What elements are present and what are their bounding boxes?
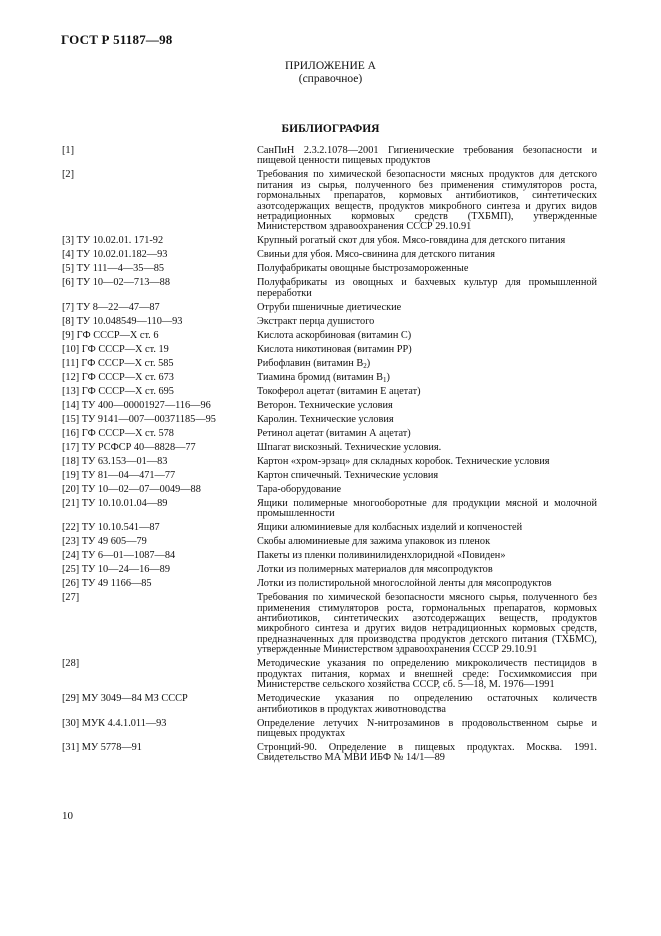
entry-title-text: Экстракт перца душистого — [257, 315, 375, 327]
appendix-title: ПРИЛОЖЕНИЕ А — [285, 60, 376, 72]
entry-title — [257, 264, 597, 274]
entry-title-text: Каролин. Технические условия — [257, 413, 394, 425]
entry-reference: [5] ТУ 111—4—35—85 — [62, 263, 165, 275]
entry-title — [257, 373, 597, 383]
bibliography-entry — [62, 537, 597, 547]
entry-reference: [13] ГФ СССР—X ст. 695 — [62, 385, 174, 397]
bibliography-entry — [62, 429, 597, 439]
bibliography-entry — [62, 415, 597, 425]
entry-title-text: Методические указания по определению микроколичеств пестицидов в продуктах питания, кормах и внешней среде: Госхимкомиссия при Министерстве сельского хозяйства СССР, сб. 5—18, М. 1976—1991 — [257, 658, 597, 691]
entry-title-text: Тиамина бромид (витамин В — [257, 371, 383, 383]
bibliography-entry — [62, 551, 597, 561]
entry-title-text: Крупный рогатый скот для убоя. Мясо-говядина для детского питания — [257, 235, 566, 247]
entry-title-text: Кислота аскорбиновая (витамин С) — [257, 329, 412, 341]
entry-title-text: Ящики полимерные многооборотные для продукции мясной и молочной промышленности — [257, 497, 597, 520]
entry-reference: [7] ТУ 8—22—47—87 — [62, 301, 160, 313]
entry-title — [257, 457, 597, 467]
entry-reference: [11] ГФ СССР—X ст. 585 — [62, 357, 174, 369]
entry-title-text: Методические указания по определению остаточных количеств антибиотиков в продуктах животноводства — [257, 693, 597, 715]
bibliography-entry — [62, 593, 597, 655]
entry-title — [257, 499, 597, 520]
section-title: БИБЛИОГРАФИЯ — [281, 123, 380, 135]
bibliography-entry — [62, 303, 597, 313]
entry-title — [257, 278, 597, 299]
entry-title-text: Определение летучих N-нитрозаминов в продовольственном сырье и пищевых продуктах — [257, 717, 597, 739]
bibliography-entry — [62, 170, 597, 232]
entry-reference: [19] ТУ 81—04—471—77 — [62, 469, 176, 481]
document-header: ГОСТ Р 51187—98 — [61, 32, 173, 47]
entry-reference: [20] ТУ 10—02—07—0049—88 — [62, 483, 201, 495]
bibliography-entry — [62, 659, 597, 690]
entry-reference: [25] ТУ 10—24—16—89 — [62, 564, 170, 576]
entry-title — [257, 170, 597, 232]
entry-title — [257, 250, 597, 260]
entry-reference: [30] МУК 4.4.1.011—93 — [62, 717, 167, 729]
entry-title — [257, 415, 597, 425]
entry-title-text: Полуфабрикаты из овощных и бахчевых культур для промышленной переработки — [257, 277, 597, 299]
bibliography-entry — [62, 694, 597, 715]
bibliography-entry — [62, 471, 597, 481]
entry-reference: [4] ТУ 10.02.01.182—93 — [62, 249, 168, 261]
appendix-subtitle: (справочное) — [298, 73, 363, 85]
entry-reference: [22] ТУ 10.10.541—87 — [62, 522, 160, 534]
entry-title — [257, 694, 597, 715]
entry-title — [257, 659, 597, 690]
entry-title-text: Стронций-90. Определение в пищевых продуктах. Москва. 1991. Свидетельство МА МВИ ИБФ № 14/1—89 — [257, 741, 597, 764]
entry-reference: [15] ТУ 9141—007—00371185—95 — [62, 413, 216, 425]
bibliography-entry — [62, 264, 597, 274]
bibliography-entry — [62, 373, 597, 383]
entry-reference: [24] ТУ 6—01—1087—84 — [62, 550, 176, 562]
bibliography-entry — [62, 457, 597, 467]
entry-title — [257, 331, 597, 341]
entry-title — [257, 537, 597, 547]
entry-title-text: Полуфабрикаты овощные быстрозамороженные — [257, 263, 469, 275]
bibliography-entry — [62, 499, 597, 520]
entry-title-tail: ) — [386, 371, 390, 383]
entry-title — [257, 317, 597, 327]
entry-subscript: 1 — [382, 375, 387, 384]
appendix-heading — [0, 60, 661, 86]
entry-title — [257, 443, 597, 453]
entry-reference: [2] — [62, 169, 75, 181]
entry-reference: [23] ТУ 49 605—79 — [62, 536, 147, 548]
page-number: 10 — [62, 810, 73, 822]
entry-reference: [27] — [62, 592, 80, 604]
entry-title-text: Рибофлавин (витамин В — [257, 357, 364, 369]
entry-title — [257, 551, 597, 561]
entry-reference: [3] ТУ 10.02.01. 171-92 — [62, 235, 164, 247]
entry-title-text: Тара-оборудование — [257, 483, 342, 495]
entry-reference: [12] ГФ СССР—X ст. 673 — [62, 371, 174, 383]
entry-reference: [14] ТУ 400—00001927—116—96 — [62, 399, 211, 411]
entry-reference: [6] ТУ 10—02—713—88 — [62, 277, 170, 289]
entry-title-text: Ящики алюминиевые для колбасных изделий и копченостей — [257, 522, 523, 534]
entry-reference: [17] ТУ РСФСР 40—8828—77 — [62, 441, 196, 453]
entry-title-text: Токоферол ацетат (витамин Е ацетат) — [257, 385, 421, 397]
entry-title — [257, 471, 597, 481]
entry-reference: [18] ТУ 63.153—01—83 — [62, 455, 168, 467]
entry-title — [257, 359, 597, 369]
entry-title — [257, 401, 597, 411]
entry-title — [257, 429, 597, 439]
bibliography-entry — [62, 331, 597, 341]
bibliography-entry — [62, 345, 597, 355]
entry-title — [257, 485, 597, 495]
entry-reference: [29] МУ 3049—84 МЗ СССР — [62, 693, 188, 705]
entry-title — [257, 565, 597, 575]
entry-reference: [28] — [62, 658, 80, 670]
bibliography-entry — [62, 443, 597, 453]
bibliography-entry — [62, 401, 597, 411]
entry-reference: [31] МУ 5778—91 — [62, 741, 142, 753]
entry-title — [257, 743, 597, 764]
entry-title — [257, 523, 597, 533]
entry-title-text: Шпагат вискозный. Технические условия. — [257, 441, 442, 453]
bibliography-entry — [62, 359, 597, 369]
entry-title — [257, 593, 597, 655]
entry-reference: [10] ГФ СССР—X ст. 19 — [62, 343, 169, 355]
entry-title-text: Лотки из полистирольной многослойной ленты для мясопродуктов — [257, 578, 552, 590]
entry-title-text: СанПиН 2.3.2.1078—2001 Гигиенические требования безопасности и пищевой ценности пищевых продуктов — [257, 145, 597, 167]
entry-title-text: Лотки из полимерных материалов для мясопродуктов — [257, 564, 493, 576]
entry-title-text: Требования по химической безопасности мясных продуктов для детского питания из сырья, полученного без применения стимуляторов роста, гормональных препаратов, кормовых антибиотиков, синтетических азотсодержащих веществ, продуктов микробного синтеза и других видов нетрадиционных кормовых средств (ТХБМП), утвержденные Министерством здравоохранения СССР 29.10.91 — [257, 169, 597, 233]
bibliography-entry — [62, 387, 597, 397]
bibliography-entry — [62, 523, 597, 533]
entry-reference: [21] ТУ 10.10.01.04—89 — [62, 497, 168, 509]
entry-reference: [8] ТУ 10.048549—110—93 — [62, 315, 183, 327]
bibliography-entry — [62, 146, 597, 167]
entry-title — [257, 387, 597, 397]
bibliography-entry — [62, 743, 597, 764]
entry-title-text: Свиньи для убоя. Мясо-свинина для детского питания — [257, 249, 495, 261]
entry-reference: [16] ГФ СССР—X ст. 578 — [62, 427, 174, 439]
entry-title-text: Картон спичечный. Технические условия — [257, 469, 439, 481]
entry-title-text: Веторон. Технические условия — [257, 399, 393, 411]
entry-title-text: Пакеты из пленки поливинилиденхлоридной «Повиден» — [257, 550, 506, 562]
entry-title-tail: ) — [366, 357, 371, 369]
bibliography-entry — [62, 485, 597, 495]
entry-title — [257, 579, 597, 589]
entry-title-text: Ретинол ацетат (витамин А ацетат) — [257, 427, 411, 439]
entry-title — [257, 146, 597, 167]
bibliography-list — [62, 146, 597, 767]
bibliography-entry — [62, 236, 597, 246]
entry-title-text: Требования по химической безопасности мясного сырья, полученного без применения стимуляторов роста, гормональных препаратов, кормовых антибиотиков, синтетических азотсодержащих веществ, продуктов микробного синтеза и других видов нетрадиционных кормовых средств, предназначенных для производства продуктов детского питания (ТХБМС), утвержденные Министерством здравоохранения СССР 29.10.91 — [257, 592, 597, 656]
entry-title-text: Картон «хром-эрзац» для складных коробок. Технические условия — [257, 455, 550, 467]
entry-title-text: Отруби пшеничные диетические — [257, 301, 402, 313]
entry-title-text: Кислота никотиновая (витамин РР) — [257, 343, 412, 355]
entry-reference: [9] ГФ СССР—X ст. 6 — [62, 329, 159, 341]
bibliography-entry — [62, 317, 597, 327]
bibliography-entry — [62, 719, 597, 740]
entry-title — [257, 345, 597, 355]
entry-subscript: 2 — [363, 361, 367, 370]
entry-title-text: Скобы алюминиевые для зажима упаковок из пленок — [257, 536, 491, 548]
bibliography-entry — [62, 278, 597, 299]
bibliography-entry — [62, 565, 597, 575]
bibliography-entry — [62, 250, 597, 260]
entry-reference: [1] — [62, 145, 75, 156]
entry-title — [257, 236, 597, 246]
entry-title — [257, 719, 597, 740]
entry-reference: [26] ТУ 49 1166—85 — [62, 578, 152, 590]
entry-title — [257, 303, 597, 313]
bibliography-entry — [62, 579, 597, 589]
